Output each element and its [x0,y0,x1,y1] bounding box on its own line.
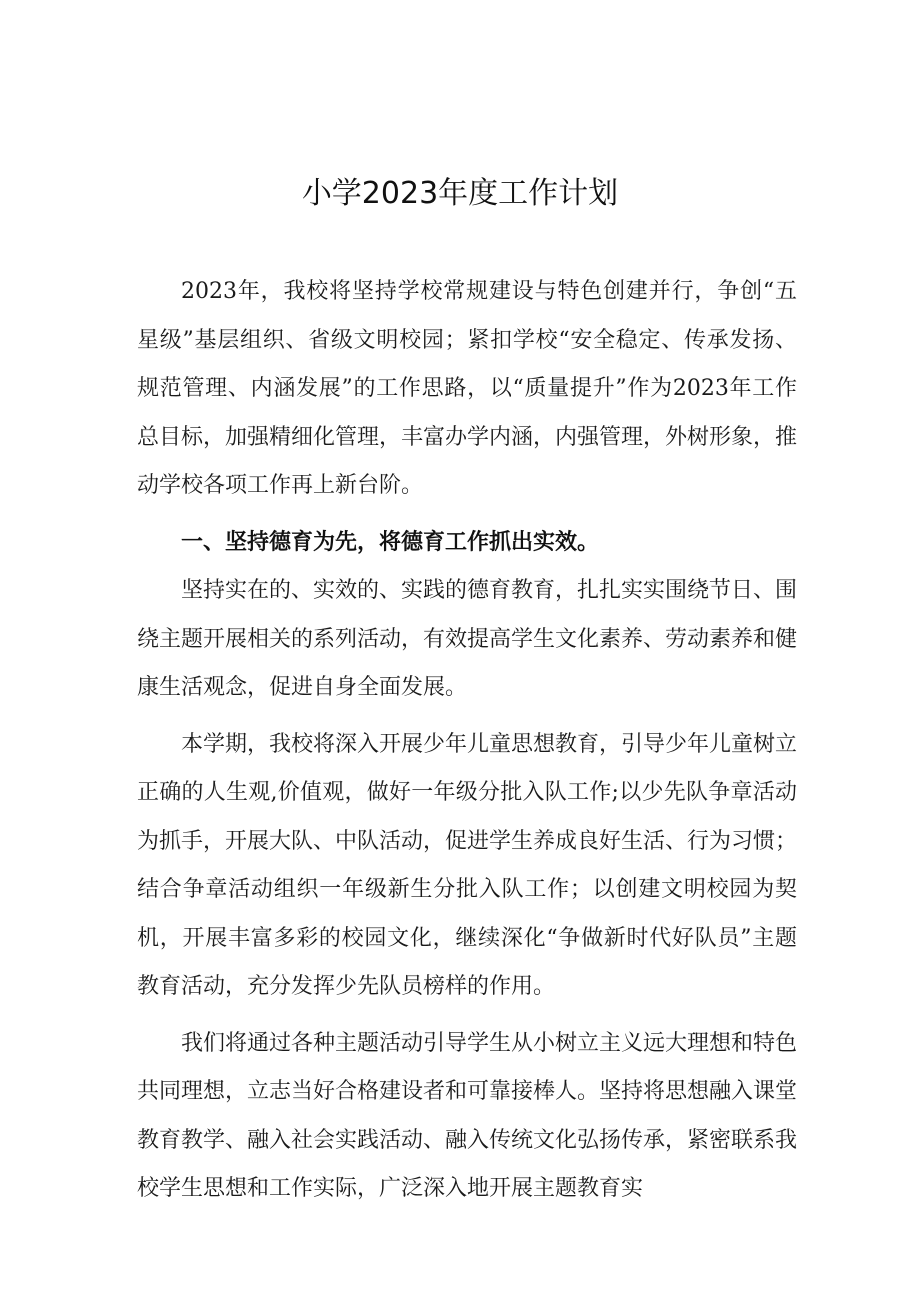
paragraph-intro: 2023年，我校将坚持学校常规建设与特色创建并行，争创“五星级”基层组织、省级文明校园；紧扣学校“安全稳定、传承发扬、规范管理、内涵发展”的工作思路，以“质量提升”作为2023年工作总目标，加强精细化管理，丰富办学内涵，内强管理，外树形象，推动学校各项工作再上新台阶。 [137,279,798,498]
paragraph-moral-education: 坚持实在的、实效的、实践的德育教育，扎扎实实围绕节日、围绕主题开展相关的系列活动，有效提高学生文化素养、劳动素养和健康生活观念，促进自身全面发展。 [137,578,798,700]
paragraph-theme-activities: 我们将通过各种主题活动引导学生从小树立主义远大理想和特色共同理想，立志当好合格建设者和可靠接棒人。坚持将思想融入课堂教育教学、融入社会实践活动、融入传统文化弘扬传承，紧密联系我校学生思想和工作实际，广泛深入地开展主题教育实 [137,1030,798,1201]
document-title: 小学2023年度工作计划 [301,176,619,211]
section-heading-1: 一、坚持德育为先，将德育工作抓出实效。 [181,529,600,555]
document-body [137,268,797,1214]
paragraph-young-pioneers: 本学期，我校将深入开展少年儿童思想教育，引导少年儿童树立正确的人生观,价值观，做好一年级分批入队工作;以少先队争章活动为抓手，开展大队、中队活动，促进学生养成良好生活、行为习惯；结合争章活动组织一年级新生分批入队工作；以创建文明校园为契机，开展丰富多彩的校园文化，继续深化“争做新时代好队员”主题教育活动，充分发挥少先队员榜样的作用。 [137,731,798,999]
